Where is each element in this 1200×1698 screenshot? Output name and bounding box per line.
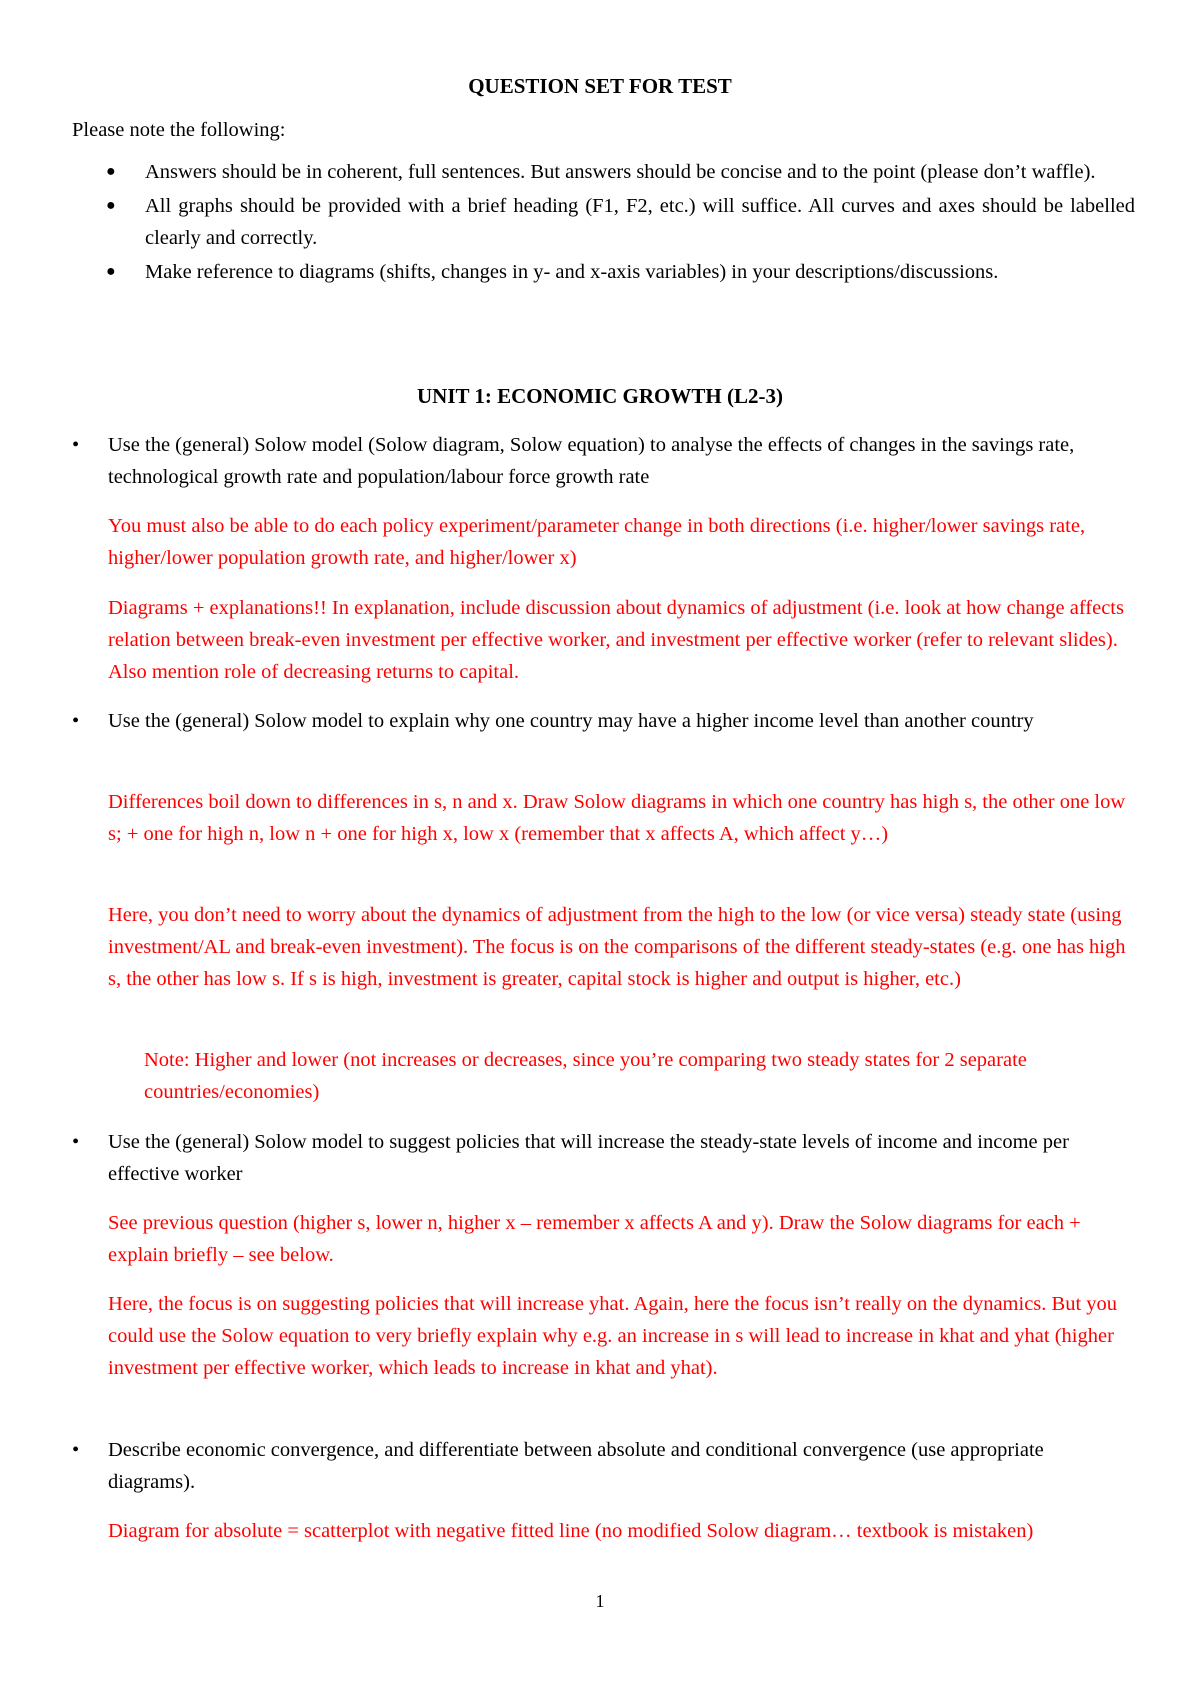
answer-text: You must also be able to do each policy experiment/parameter change in both directions (i.e. higher/lower savings rate, higher/lower population growth rate, and higher/lower x) — [108, 515, 1086, 569]
note-text: Make reference to diagrams (shifts, changes in y- and x-axis variables) in your descriptions/discussions. — [145, 261, 999, 283]
question-text: Describe economic convergence, and differentiate between absolute and conditional convergence (use appropriate diagrams). — [108, 1439, 1044, 1493]
question-block — [72, 705, 1135, 737]
bullet-icon: ● — [106, 163, 116, 180]
bullet-icon: ● — [106, 197, 116, 214]
answer-text: Differences boil down to differences in s, n and x. Draw Solow diagrams in which one country has high s, the other one low s; + one for high n, low n + one for high x, low x (remember that x affects A, which affect y…) — [108, 791, 1126, 845]
unit-heading: UNIT 1: ECONOMIC GROWTH (L2-3) — [417, 384, 783, 408]
note-item — [72, 256, 1135, 288]
answer-note: Note: Higher and lower (not increases or decreases, since you’re comparing two steady states for 2 separate countries/economies) — [144, 1049, 1027, 1103]
answer-block — [72, 899, 1135, 995]
answer-text: Diagram for absolute = scatterplot with negative fitted line (no modified Solow diagram… textbook is mistaken) — [108, 1520, 1034, 1542]
answer-block — [72, 1207, 1135, 1271]
question-block — [72, 1434, 1135, 1498]
note-item — [72, 190, 1135, 254]
question-text: Use the (general) Solow model (Solow diagram, Solow equation) to analyse the effects of changes in the savings rate, technological growth rate and population/labour force growth rate — [108, 434, 1075, 488]
answer-text: Here, you don’t need to worry about the dynamics of adjustment from the high to the low (or vice versa) steady state (using investment/AL and break-even investment). The focus is on the comparisons of the different steady-states (e.g. one has high s, the other has low s. If s is high, investment is greater, capital stock is higher and output is higher, etc.) — [108, 904, 1126, 990]
answer-block — [72, 592, 1135, 688]
answer-text: Diagrams + explanations!! In explanation, include discussion about dynamics of adjustment (i.e. look at how change affects relation between break-even investment per effective worker, and investment per effective worker (refer to relevant slides). Also mention role of decreasing returns to capital. — [108, 597, 1124, 683]
question-item — [72, 1434, 1135, 1498]
bullet-icon: • — [72, 1439, 80, 1461]
answer-block — [72, 1515, 1135, 1547]
question-item — [72, 429, 1135, 493]
notes-list — [72, 156, 1135, 290]
question-text: Use the (general) Solow model to explain why one country may have a higher income level than another country — [108, 710, 1034, 732]
answer-block — [72, 1288, 1135, 1384]
bullet-icon: • — [72, 434, 80, 456]
bullet-icon: ● — [106, 263, 116, 280]
page-number: 1 — [595, 1591, 605, 1611]
note-item — [72, 156, 1135, 188]
note-text: Answers should be in coherent, full sentences. But answers should be concise and to the point (please don’t waffle). — [145, 161, 1096, 183]
answer-block — [72, 510, 1135, 574]
bullet-icon: • — [72, 710, 80, 732]
question-item — [72, 705, 1135, 737]
answer-text: See previous question (higher s, lower n, higher x – remember x affects A and y). Draw the Solow diagrams for each + explain briefly – see below. — [108, 1212, 1081, 1266]
question-item — [72, 1126, 1135, 1190]
answer-text: Here, the focus is on suggesting policies that will increase yhat. Again, here the focus isn’t really on the dynamics. But you could use the Solow equation to very briefly explain why e.g. an increase in s will lead to increase in khat and yhat (higher investment per effective worker, which leads to increase in khat and yhat). — [108, 1293, 1118, 1379]
note-block — [72, 1044, 1135, 1108]
question-block — [72, 1126, 1135, 1190]
question-block — [72, 429, 1135, 493]
bullet-icon: • — [72, 1131, 80, 1153]
question-text: Use the (general) Solow model to suggest policies that will increase the steady-state levels of income and income per effective worker — [108, 1131, 1069, 1185]
answer-block — [72, 786, 1135, 850]
note-text: All graphs should be provided with a brief heading (F1, F2, etc.) will suffice. All curves and axes should be labelled clearly and correctly. — [145, 195, 1135, 249]
intro-text: Please note the following: — [72, 119, 286, 141]
page-title: QUESTION SET FOR TEST — [468, 74, 732, 98]
